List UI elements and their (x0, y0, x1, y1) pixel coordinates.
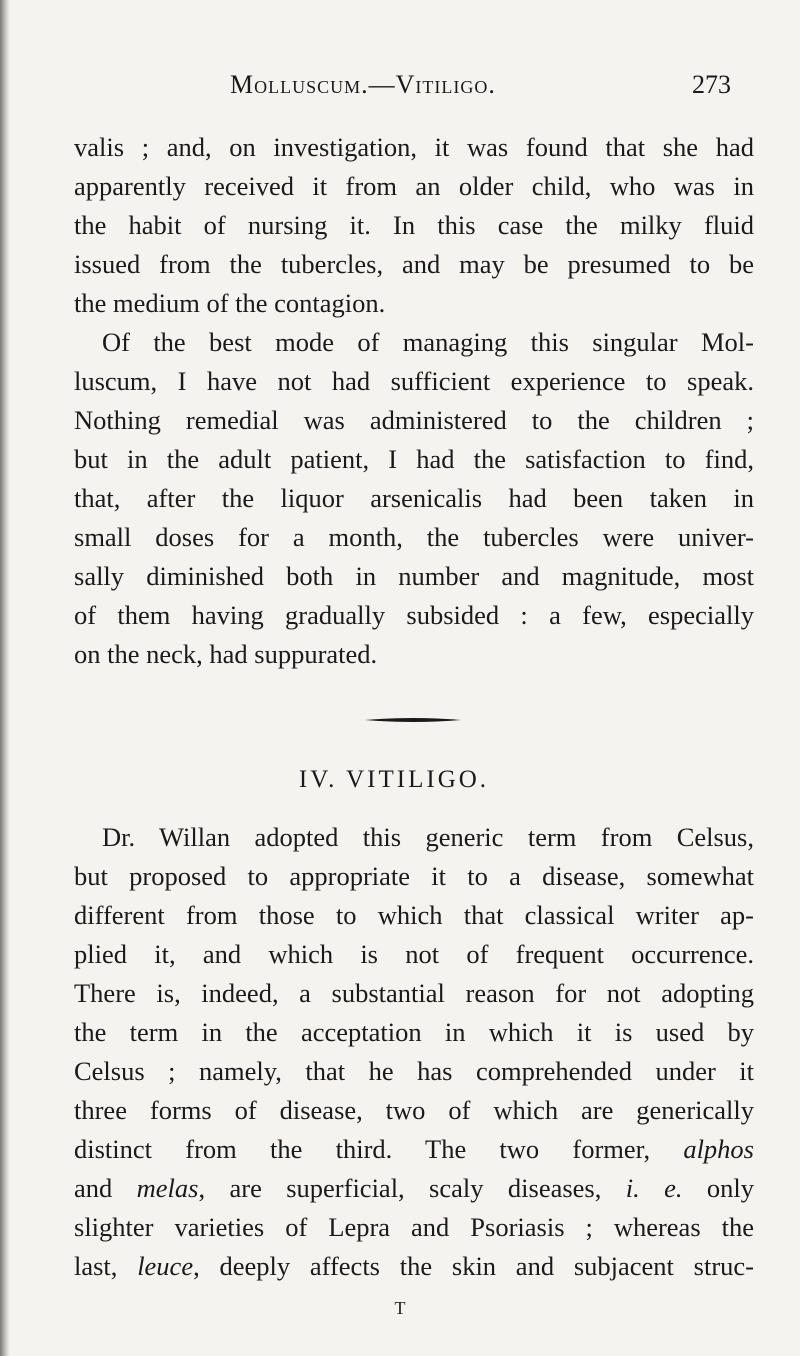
running-head (0, 70, 800, 110)
text-line: valis ; and, on investigation, it was found that she had (74, 132, 754, 162)
text-line (74, 1130, 754, 1169)
text-line: three forms of disease, two of which are generically (74, 1095, 754, 1125)
text-line: different from those to which that classical writer ap- (74, 900, 754, 930)
text-line: slighter varieties of Lepra and Psoriasis ; whereas the (74, 1212, 754, 1242)
text-line: but proposed to appropriate it to a disease, somewhat (74, 861, 754, 891)
section-heading-text: IV. VITILIGO. (298, 766, 490, 793)
text-line: on the neck, had suppurated. (74, 639, 378, 669)
text-line: luscum, I have not had sufficient experience to speak. (74, 366, 754, 396)
text-line: plied it, and which is not of frequent occurrence. (74, 939, 754, 969)
text-run: distinct from the third. The two former, (74, 1134, 684, 1164)
text-line: Of the best mode of managing this singular Mol- (102, 327, 754, 357)
text-run: , deeply affects the skin and subjacent struc- (193, 1251, 754, 1281)
text-line: issued from the tubercles, and may be presumed to be (74, 249, 754, 279)
text-line: the term in the acceptation in which it is used by (74, 1017, 754, 1047)
text-line: the medium of the contagion. (74, 288, 386, 318)
text-line (74, 1169, 754, 1208)
italic-term: i. e. (625, 1173, 683, 1203)
paragraph-treatment (74, 323, 754, 674)
text-line (74, 1247, 754, 1286)
text-line: small doses for a month, the tubercles were univer- (74, 522, 754, 552)
running-head-title: Molluscum.—Vitiligo. (230, 70, 496, 99)
section-heading (0, 766, 800, 794)
signature-mark: T (394, 1298, 406, 1318)
text-line: the habit of nursing it. In this case the milky fluid (74, 210, 754, 240)
text-run: last, (74, 1251, 138, 1281)
text-line: apparently received it from an older child, who was in (74, 171, 754, 201)
italic-term: melas (136, 1173, 199, 1203)
text-run: , are superficial, scaly diseases, (198, 1173, 626, 1203)
text-line: Celsus ; namely, that he has comprehended under it (74, 1056, 754, 1086)
italic-term: leuce (137, 1251, 194, 1281)
ornamental-rule (365, 717, 461, 723)
italic-term: alphos (683, 1134, 754, 1164)
text-line: of them having gradually subsided : a few, especially (74, 600, 754, 630)
paragraph-vitiligo (74, 818, 754, 1286)
text-line: sally diminished both in number and magnitude, most (74, 561, 754, 591)
text-line: There is, indeed, a substantial reason for not adopting (74, 978, 754, 1008)
text-line: Nothing remedial was administered to the children ; (74, 405, 754, 435)
text-run: only (682, 1173, 754, 1203)
text-line: that, after the liquor arsenicalis had been taken in (74, 483, 754, 513)
page-number: 273 (692, 70, 731, 99)
text-run: and (74, 1173, 137, 1203)
text-line: but in the adult patient, I had the satisfaction to find, (74, 444, 754, 474)
paragraph-continued (74, 128, 754, 323)
text-line: Dr. Willan adopted this generic term from Celsus, (102, 822, 754, 852)
page-gutter-shadow (0, 0, 10, 1356)
